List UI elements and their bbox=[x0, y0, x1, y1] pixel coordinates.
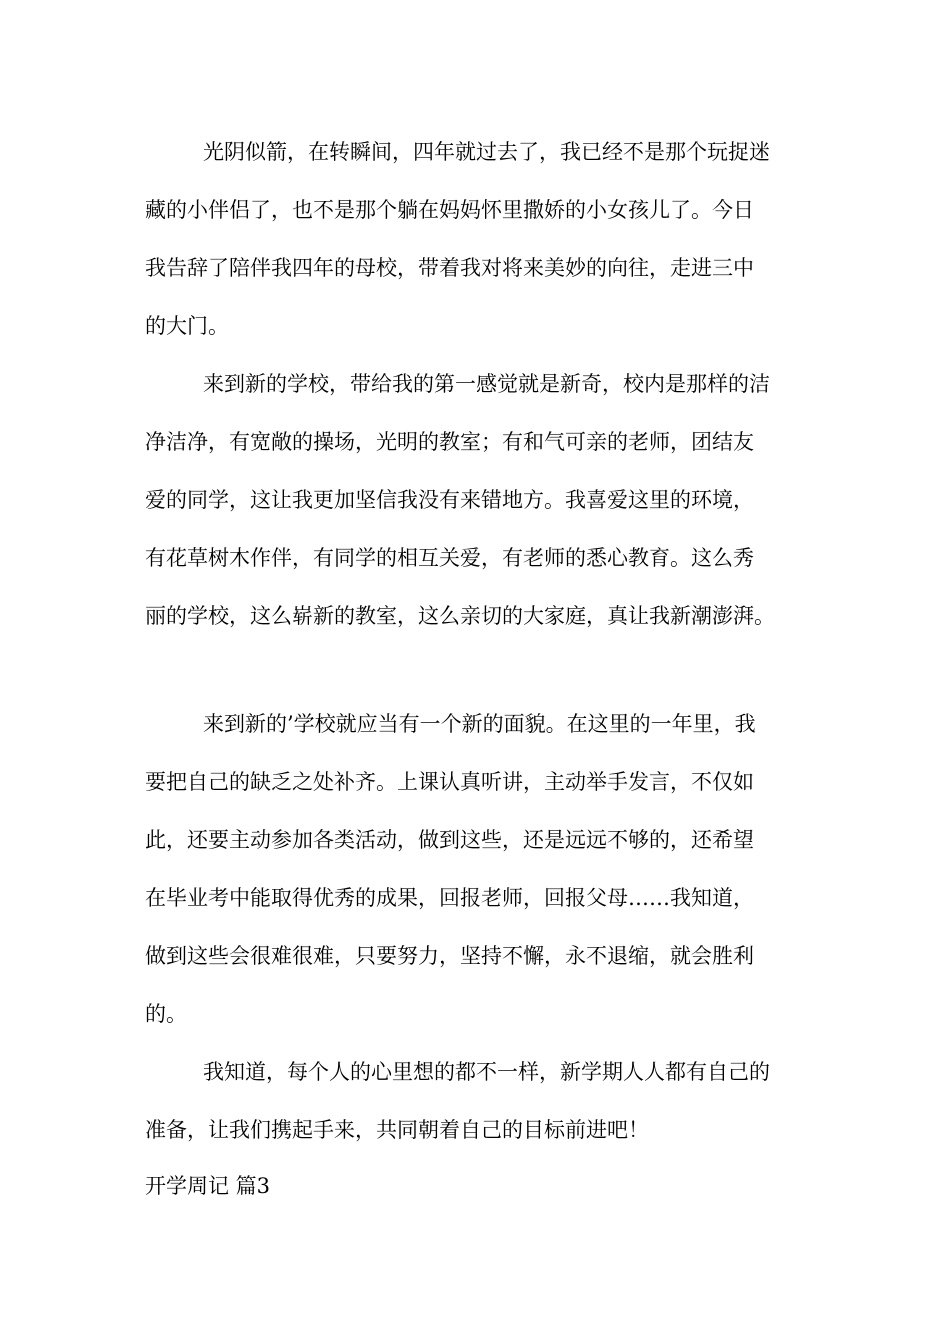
document-page: 光阴似箭，在转瞬间，四年就过去了，我已经不是那个玩捉迷 藏的小伴侣了，也不是那个躺在妈妈怀里撒娇的小女孩儿了。今日 我告辞了陪伴我四年的母校，带着我对将来美妙的向往，走进三中 的大门。 来到新的学校，带给我的第一感觉就是新奇，校内是那样的洁 净洁净，有宽敞的操场，光明的教室；有和气可亲的老师，团结友 爱的同学，这让我更加坚信我没有来错地方。我喜爱这里的环境， 有花草树木作伴，有同学的相互关爱，有老师的悉心教育。这么秀 丽的学校，这么崭新的教室，这么亲切的大家庭，真让我新潮澎湃。 来到新的’学校就应当有一个新的面貌。在这里的一年里，我 要把自己的缺乏之处补齐。上课认真听讲，主动举手发言，不仅如 此，还要主动参加各类活动，做到这些，还是远远不够的，还希望 在毕业考中能取得优秀的成果，回报老师，回报父母……我知道， 做到这些会很难很难，只要努力，坚持不懈，永不退缩，就会胜利 的。 我知道，每个人的心里想的都不一样，新学期人人都有自己的 准备，让我们携起手来，共同朝着自己的目标前进吧！ 开学周记 篇3 bbox=[0, 0, 950, 1344]
